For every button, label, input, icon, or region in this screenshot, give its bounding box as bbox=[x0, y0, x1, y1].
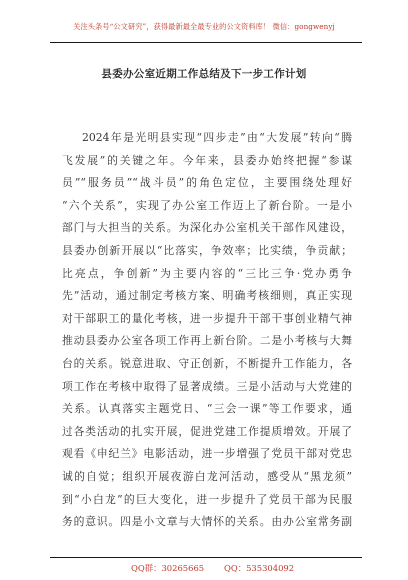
body-line: 台的关系。锐意进取、守正创新，不断提升工作能力，各 bbox=[62, 356, 352, 370]
body-line: 比亮点，争创新”为主要内容的“三比三争·党办勇争 bbox=[62, 266, 352, 280]
body-line: 对干部职工的量化考核，进一步提升干部干事创业精气神 bbox=[62, 311, 352, 325]
body-line: “六个关系”，实现了办公室工作迈上了新台阶。一是小 bbox=[62, 198, 352, 212]
body-line: 项工作在考核中取得了显著成绩。三是小活动与大党建的 bbox=[62, 379, 352, 393]
body-line: 观看《申纪兰》电影活动，进一步增强了党员干部对党忠 bbox=[62, 447, 352, 461]
body-line: 推动县委办公室各项工作再上新台阶。二是小考核与大舞 bbox=[62, 334, 352, 348]
footer-divider bbox=[50, 557, 362, 558]
header-banner: 关注头条号“公文研究”，获得最新最全最专业的公文资料库！ 微信：gongwenyj bbox=[73, 22, 335, 31]
document-body bbox=[62, 127, 352, 534]
document-title: 县委办公室近期工作总结及下一步工作计划 bbox=[101, 68, 307, 80]
body-line: 员”“服务员”“战斗员”的角色定位，主要围绕处理好 bbox=[62, 176, 352, 190]
body-line: 关系。认真落实主题党日、“三会一课”等工作要求，通 bbox=[62, 402, 352, 416]
body-line: 到“小白龙”的巨大变化，进一步提升了党员干部为民服 bbox=[62, 492, 352, 506]
body-line: 县委办创新开展以“比落实，争效率；比实绩，争贡献； bbox=[62, 243, 352, 257]
header-divider bbox=[50, 42, 362, 43]
qq-group-number: QQ群：30265665 bbox=[131, 563, 205, 573]
body-line: 部门与大担当的关系。为深化办公室机关干部作风建设， bbox=[62, 221, 352, 235]
body-line: 飞发展”的关键之年。今年来，县委办始终把握“参谋 bbox=[62, 153, 352, 167]
body-line: 务的意识。四是小文章与大情怀的关系。由办公室常务副 bbox=[62, 515, 352, 529]
body-line: 诚的自觉；组织开展夜游白龙河活动，感受从“黑龙须” bbox=[62, 469, 352, 483]
body-line: 2024年是光明县实现“四步走”由“大发展”转向“腾 bbox=[82, 131, 352, 144]
qq-contact-number: QQ：535304092 bbox=[224, 563, 295, 573]
body-line: 先”活动，通过制定考核方案、明确考核细则，真正实现 bbox=[62, 289, 352, 303]
footer bbox=[0, 562, 408, 576]
body-line: 过各类活动的扎实开展，促进党建工作提质增效。开展了 bbox=[62, 424, 352, 438]
